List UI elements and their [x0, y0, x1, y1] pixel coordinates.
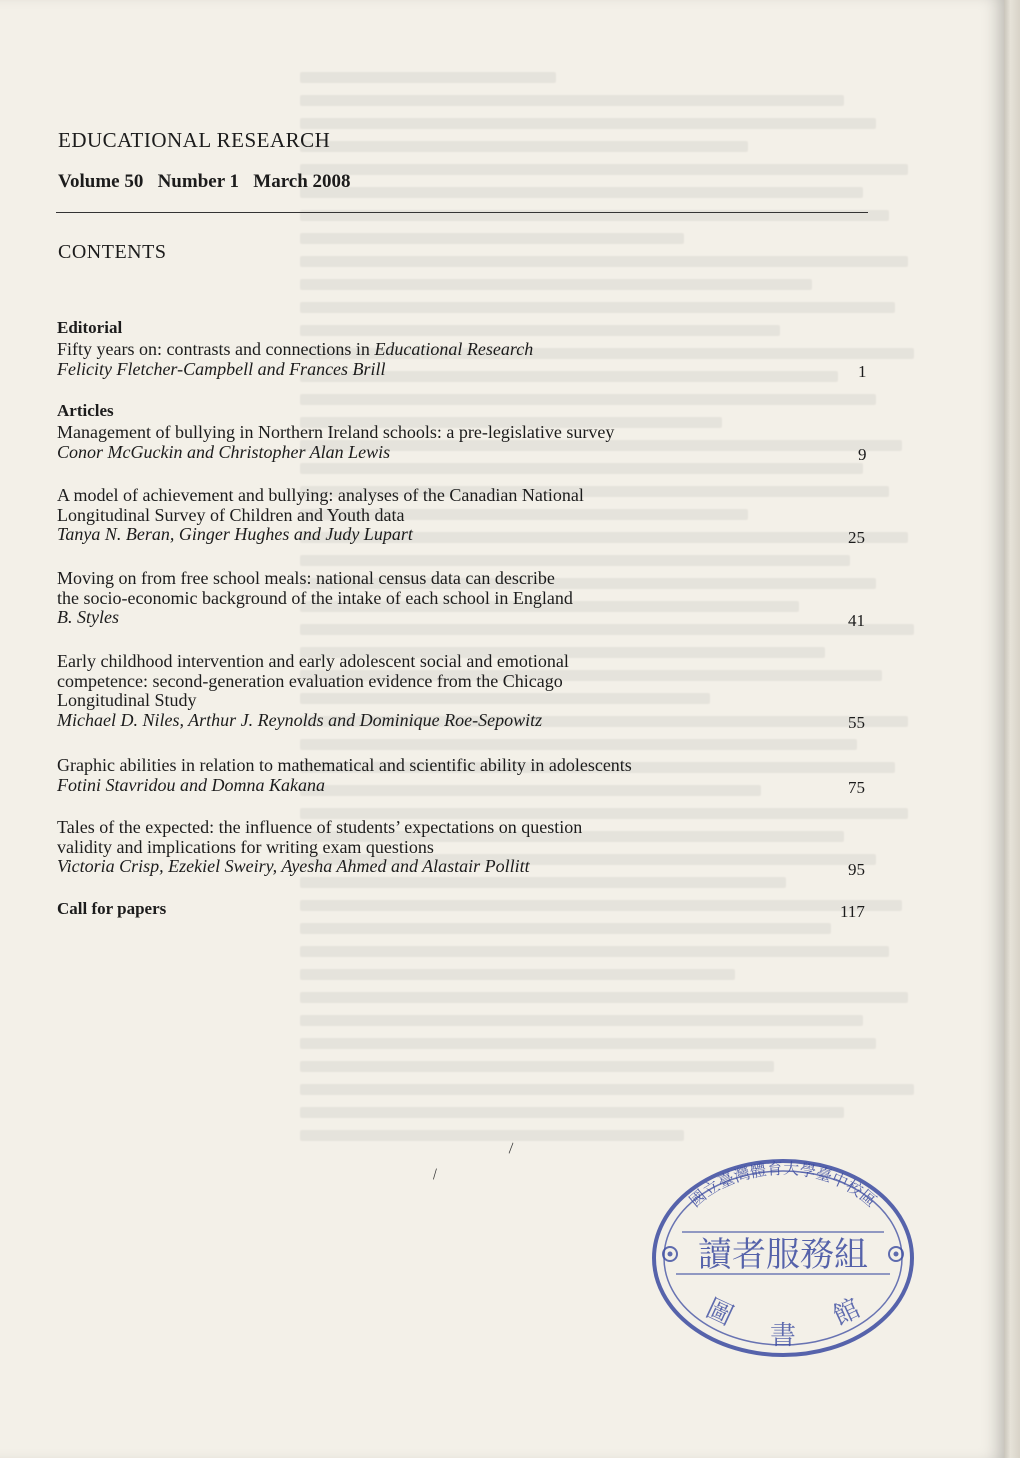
- toc-entry-2[interactable]: [57, 423, 757, 462]
- toc-entry-1[interactable]: [57, 340, 717, 379]
- pencil-mark: \: [427, 1166, 442, 1183]
- entry-authors: Felicity Fletcher-Campbell and Frances Brill: [57, 358, 386, 379]
- entry-title: Management of bullying in Northern Ireland schools: a pre-legislative survey: [57, 422, 615, 442]
- entry-page-4: 41: [848, 611, 865, 630]
- plum-blossom-icon: [889, 1247, 903, 1261]
- entry-page-3: 25: [848, 528, 865, 547]
- entry-title-line: Early childhood intervention and early adolescent social and emotional: [57, 651, 569, 671]
- entry-title: Graphic abilities in relation to mathematical and scientific ability in adolescents: [57, 755, 632, 775]
- entry-authors: Michael D. Niles, Arthur J. Reynolds and Dominique Roe-Sepowitz: [57, 709, 543, 730]
- stamp-center-text: 讀者服務組: [698, 1235, 868, 1275]
- section-articles: Articles: [57, 401, 114, 420]
- toc-entry-7[interactable]: [57, 818, 717, 877]
- library-stamp: [648, 1148, 918, 1358]
- entry-title-line: Moving on from free school meals: national census data can describe: [57, 568, 555, 588]
- toc-entry-6[interactable]: [57, 756, 777, 795]
- entry-title: Fifty years on: contrasts and connections in Educational Research: [57, 339, 534, 359]
- entry-title-line: the socio-economic background of the intake of each school in England: [57, 587, 573, 608]
- entry-authors: Fotini Stavridou and Domna Kakana: [57, 774, 325, 795]
- entry-authors: Victoria Crisp, Ezekiel Sweiry, Ayesha Ahmed and Alastair Pollitt: [57, 856, 530, 876]
- entry-page-6: 75: [848, 778, 865, 797]
- stamp-char-right: 館: [828, 1293, 865, 1332]
- entry-page-1: 1: [858, 362, 867, 381]
- stamp-char-left: 圖: [701, 1293, 738, 1332]
- section-call-for-papers[interactable]: Call for papers: [57, 899, 167, 918]
- plum-blossom-icon: [663, 1247, 677, 1261]
- issue-line: Volume 50 Number 1 March 2008: [58, 171, 351, 192]
- header-rule: [56, 212, 868, 213]
- entry-title-line: Longitudinal Survey of Children and Youth data: [57, 504, 405, 525]
- section-editorial: Editorial: [57, 318, 123, 337]
- journal-title: EDUCATIONAL RESEARCH: [58, 128, 331, 152]
- entry-title-line: competence: second-generation evaluation evidence from the Chicago: [57, 670, 563, 691]
- entry-page-2: 9: [858, 445, 867, 464]
- entry-title-line: Longitudinal Study: [57, 690, 197, 710]
- toc-entry-3[interactable]: [57, 486, 717, 545]
- masthead: [58, 128, 351, 193]
- entry-authors: Tanya N. Beran, Ginger Hughes and Judy Lupart: [57, 524, 413, 544]
- entry-authors: Conor McGuckin and Christopher Alan Lewis: [57, 441, 391, 462]
- call-for-papers-page: 117: [840, 902, 865, 921]
- stamp-ring-text: 國立臺灣體育大學臺中校區: [685, 1158, 881, 1211]
- entry-page-7: 95: [848, 860, 865, 879]
- toc-entry-5[interactable]: [57, 652, 717, 730]
- entry-page-5: 55: [848, 713, 865, 732]
- entry-title-line: Tales of the expected: the influence of students’ expectations on question: [57, 817, 583, 837]
- entry-title-line: validity and implications for writing exam questions: [57, 836, 434, 857]
- pencil-mark: \: [503, 1140, 518, 1157]
- toc-entry-4[interactable]: [57, 569, 717, 628]
- contents-heading: CONTENTS: [58, 241, 167, 263]
- page-edge: [1004, 0, 1020, 1458]
- entry-authors: B. Styles: [57, 607, 119, 627]
- stamp-char-mid: 書: [769, 1321, 797, 1351]
- entry-title-line: A model of achievement and bullying: analyses of the Canadian National: [57, 485, 584, 505]
